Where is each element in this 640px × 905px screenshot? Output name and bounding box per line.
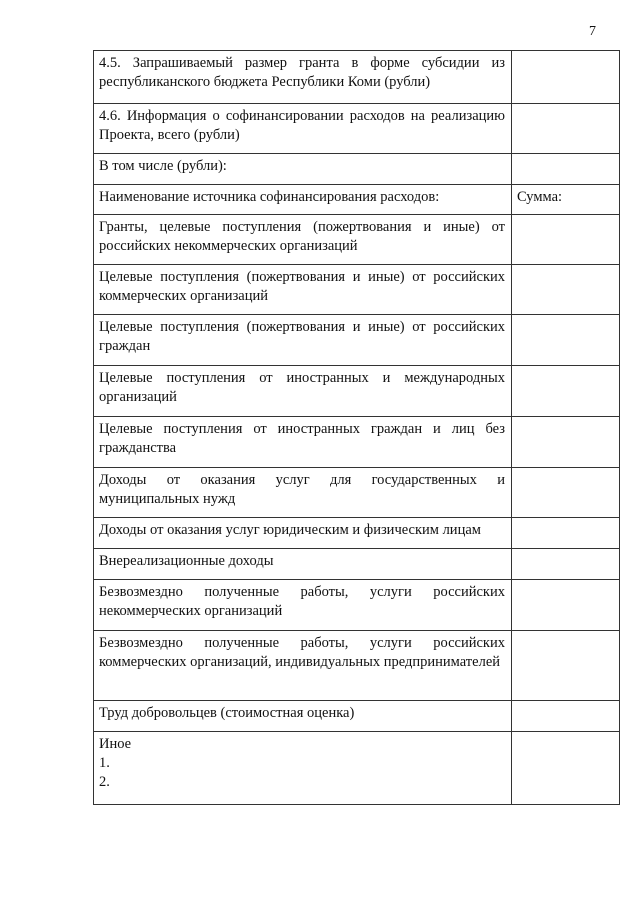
table-row (94, 104, 620, 154)
row-label-income-state-services: Доходы от оказания услуг для государственных и муниципальных нужд (94, 468, 512, 518)
table-row (94, 417, 620, 468)
row-label-non-operating-income: Внереализационные доходы (94, 549, 512, 580)
row-label-donations-foreign-orgs: Целевые поступления от иностранных и международных организаций (94, 366, 512, 417)
table-row (94, 154, 620, 185)
row-value-donations-commercial[interactable] (512, 265, 620, 315)
table-row (94, 580, 620, 631)
row-label-cofinancing-total: 4.6. Информация о софинансировании расходов на реализацию Проекта, всего (рубли) (94, 104, 512, 154)
table-row (94, 518, 620, 549)
row-value-donations-citizens[interactable] (512, 315, 620, 366)
row-label-donations-citizens: Целевые поступления (пожертвования и иные) от российских граждан (94, 315, 512, 366)
table-row (94, 549, 620, 580)
row-value-cofinancing-total[interactable] (512, 104, 620, 154)
table-row (94, 315, 620, 366)
row-label-donations-commercial: Целевые поступления (пожертвования и иные) от российских коммерческих организаций (94, 265, 512, 315)
row-label-free-services-nonprofit: Безвозмездно полученные работы, услуги российских некоммерческих организаций (94, 580, 512, 631)
cofinancing-table (93, 50, 620, 805)
table-row (94, 701, 620, 732)
row-value-grants-nonprofit[interactable] (512, 215, 620, 265)
column-header-amount: Сумма: (512, 185, 620, 215)
row-value-non-operating-income[interactable] (512, 549, 620, 580)
other-item-1: 1. (99, 755, 110, 771)
row-value-other[interactable] (512, 732, 620, 805)
page-number: 7 (589, 24, 596, 39)
row-value-including[interactable] (512, 154, 620, 185)
row-value-free-services-nonprofit[interactable] (512, 580, 620, 631)
table-row (94, 732, 620, 805)
other-title: Иное (99, 736, 132, 752)
row-value-income-services-persons[interactable] (512, 518, 620, 549)
row-value-free-services-commercial[interactable] (512, 631, 620, 701)
row-value-income-state-services[interactable] (512, 468, 620, 518)
row-label-grant-amount: 4.5. Запрашиваемый размер гранта в форме субсидии из республиканского бюджета Республики Коми (рубли) (94, 51, 512, 104)
row-label-volunteer-labor: Труд добровольцев (стоимостная оценка) (94, 701, 512, 732)
column-header-source: Наименование источника софинансирования расходов: (94, 185, 512, 215)
row-label-income-services-persons: Доходы от оказания услуг юридическим и физическим лицам (94, 518, 512, 549)
table-row (94, 631, 620, 701)
row-label-including: В том числе (рубли): (94, 154, 512, 185)
table-row (94, 215, 620, 265)
table-row (94, 51, 620, 104)
row-value-donations-foreign-citizens[interactable] (512, 417, 620, 468)
row-label-free-services-commercial: Безвозмездно полученные работы, услуги российских коммерческих организаций, индивидуальных предпринимателей (94, 631, 512, 701)
table-row (94, 265, 620, 315)
row-label-other (94, 732, 512, 805)
row-value-volunteer-labor[interactable] (512, 701, 620, 732)
row-value-grant-amount[interactable] (512, 51, 620, 104)
table-row (94, 468, 620, 518)
other-item-2: 2. (99, 774, 110, 790)
row-label-donations-foreign-citizens: Целевые поступления от иностранных граждан и лиц без гражданства (94, 417, 512, 468)
table-header-row (94, 185, 620, 215)
table-row (94, 366, 620, 417)
row-label-grants-nonprofit: Гранты, целевые поступления (пожертвования и иные) от российских некоммерческих организаций (94, 215, 512, 265)
row-value-donations-foreign-orgs[interactable] (512, 366, 620, 417)
